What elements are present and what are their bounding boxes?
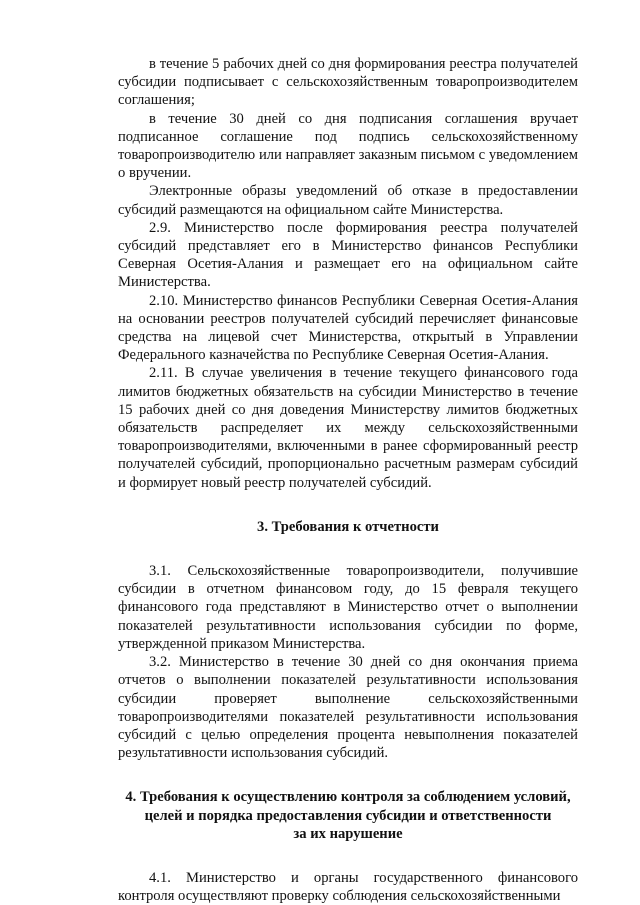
document-body bbox=[118, 55, 578, 905]
paragraph-2-10: 2.10. Министерство финансов Республики Северная Осетия-Алания на основании реестров получателей субсидий перечисляет финансовые средства на лицевой счет Министерства, открытый в Управлении Федерального казначейства по Республике Северная Осетия-Алания. bbox=[118, 292, 578, 364]
section-heading-4-line-3: за их нарушение bbox=[293, 825, 403, 842]
section-heading-4-line-1: 4. Требования к осуществлению контроля за соблюдением условий, bbox=[125, 789, 571, 806]
section-heading-3: 3. Требования к отчетности bbox=[257, 518, 439, 535]
paragraph-2-11: 2.11. В случае увеличения в течение текущего финансового года лимитов бюджетных обязательств на субсидии Министерство в течение 15 рабочих дней со дня доведения Министерству лимитов бюджетных обязательств распределяет их между сельскохозяйственными товаропроизводителями, включенными в ранее сформированный реестр получателей субсидий, пропорционально расчетным размерам субсидий и формирует новый реестр получателей субсидий. bbox=[118, 365, 578, 491]
paragraph-signing-term: в течение 5 рабочих дней со дня формирования реестра получателей субсидии подписывает с сельскохозяйственным товаропроизводителем соглашения; bbox=[118, 56, 578, 109]
section-heading-4-line-2: целей и порядка предоставления субсидии и ответственности bbox=[144, 807, 552, 824]
paragraph-electronic-notices: Электронные образы уведомлений об отказе в предоставлении субсидий размещаются на официальном сайте Министерства. bbox=[118, 183, 578, 218]
paragraph-3-2: 3.2. Министерство в течение 30 дней со дня окончания приема отчетов о выполнении показателей результативности использования субсидии проверяет выполнение сельскохозяйственными товаропроизводителями показателей результативности использования субсидий с целью определения процента невыполнения показателей результативности использования субсидий. bbox=[118, 654, 578, 762]
paragraph-4-1: 4.1. Министерство и органы государственного финансового контроля осуществляют проверку соблюдения сельскохозяйственными bbox=[118, 869, 578, 905]
paragraph-3-1: 3.1. Сельскохозяйственные товаропроизводители, получившие субсидии в отчетном финансовом году, до 15 февраля текущего финансового года представляют в Министерство отчет о выполнении показателей результативности использования субсидии по форме, утвержденной приказом Министерства. bbox=[118, 563, 578, 652]
paragraph-2-9: 2.9. Министерство после формирования реестра получателей субсидий представляет его в Министерство финансов Республики Северная Осетия-Алания и размещает его на официальном сайте Министерства. bbox=[118, 219, 578, 291]
paragraph-delivery-term: в течение 30 дней со дня подписания соглашения вручает подписанное соглашение под подпись сельскохозяйственному товаропроизводителю или направляет заказным письмом с уведомлением о вручении. bbox=[118, 110, 578, 182]
